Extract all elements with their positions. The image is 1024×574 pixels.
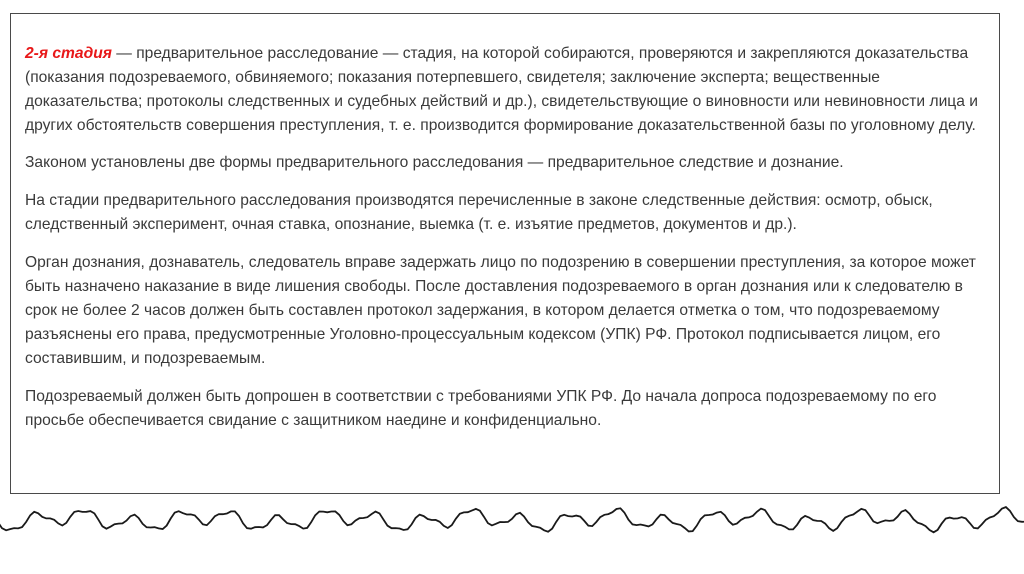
paragraph-detention: Орган дознания, дознаватель, следователь вправе задержать лицо по подозрению в совершении преступления, за которое может быть назначено наказание в виде лишения свободы. После доставления подозреваемого в орган дознания или к следователю в срок не более 2 часов должен быть составлен протокол задержания, в котором делается отметка о том, что подозреваемому разъяснены его права, предусмотренные Уголовно-процессуальным кодексом (УПК) РФ. Протокол подписывается лицом, его составившим, и подозреваемым. — [25, 254, 976, 367]
stage-highlight: 2-я стадия — [25, 45, 112, 62]
paragraph-interrogation: Подозреваемый должен быть допрошен в соответствии с требованиями УПК РФ. До начала допроса подозреваемому по его просьбе обеспечивается свидание с защитником наедине и конфиденциально. — [25, 388, 937, 429]
paragraph-stage-definition — [25, 42, 990, 138]
paragraph-forms: Законом установлены две формы предварительного расследования — предварительное следствие и дознание. — [25, 154, 844, 171]
slide-text — [25, 42, 990, 447]
paragraph-investigative-actions: На стадии предварительного расследования производятся перечисленные в законе следственные действия: осмотр, обыск, следственный эксперимент, очная ставка, опознание, выемка (т. е. изъятие предметов, документов и др.). — [25, 192, 933, 233]
wavy-line-decoration — [0, 490, 1024, 550]
stage-definition-text: — предварительное расследование — стадия, на которой собираются, проверяются и закрепляются доказательства (показания подозреваемого, обвиняемого; показания потерпевшего, свидетеля; заключение эксперта; вещественные доказательства; протоколы следственных и судебных действий и др.), свидетельствующие о виновности или невиновности лица и других обстоятельств совершения преступления, т. е. производится формирование доказательственной базы по уголовному делу. — [25, 45, 978, 134]
